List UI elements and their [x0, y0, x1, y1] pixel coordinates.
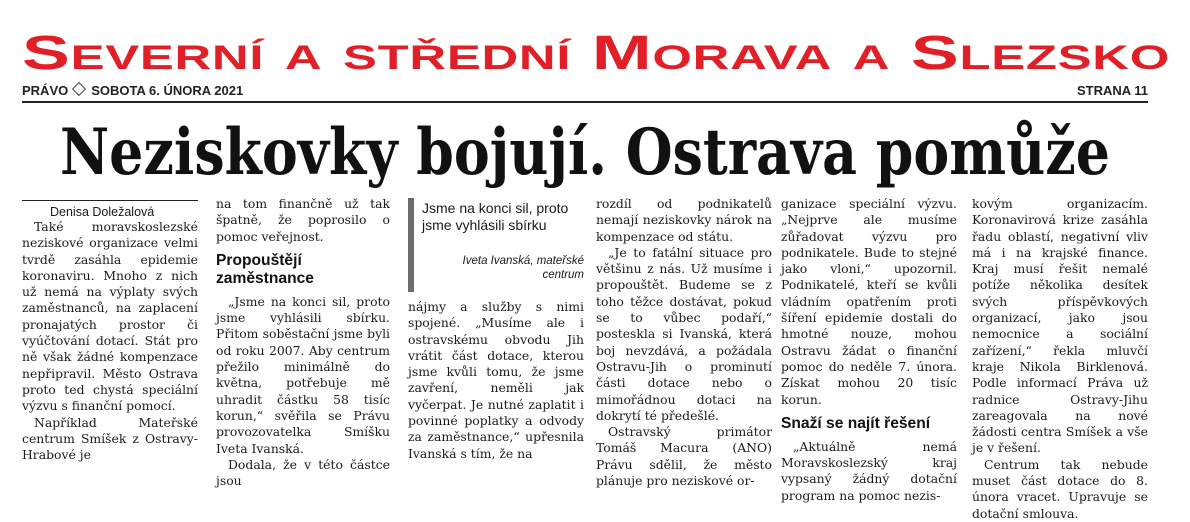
- subheading: Snaží se najít řešení: [781, 414, 931, 432]
- masthead-text: Severní a střední Morava a Slezsko: [22, 27, 1170, 80]
- paper-name: PRÁVO: [22, 83, 69, 98]
- paragraph: na tom finančně už tak špatně, že poprosilo o pomoc veřejnost.: [216, 196, 390, 244]
- column-6: [972, 196, 1148, 522]
- issue-date: SOBOTA 6. ÚNORA 2021: [91, 83, 244, 98]
- column-4: [596, 196, 772, 489]
- paragraph: „Je to fatální situace pro většinu z nás. Už musíme i propouštět. Budeme se z toho těžce dostávat, pokud se to vůbec podaří,“ posteskla si Ivanská, která boj nevzdává, a požádala Ostravu-Jih o prominutí části dotace nebo o mimořádnou dotaci na dokrytí té předešlé.: [596, 244, 772, 423]
- masthead-graphic: [22, 20, 1172, 80]
- column-5: [781, 196, 957, 504]
- paragraph: nájmy a služby s nimi spojené. „Musíme ale i ostravskému obvodu Jih vrátit část dotace, kterou jsme kvůli tomu, že jsme zavření, neměli jak vyčerpat. Je nutné zaplatit i povinné poplatky a odvody za zaměstnance,“ upřesnila Ivanská s tím, že na: [408, 299, 584, 461]
- article-headline: Neziskovky bojují. Ostrava pomůže: [60, 115, 1110, 190]
- quote-text: Jsme na konci sil, proto jsme vyhlásili sbírku: [422, 200, 569, 233]
- paragraph: „Jsme na konci sil, proto jsme vyhlásili sbírku. Přitom soběstační jsme byli od roku 2007. Aby centrum přežilo minimálně do května, potřebuje mě uhradit částku 58 tisíc korun,“ svěřila se Právu provozovatelka Smíšku Iveta Ivanská.: [216, 293, 390, 456]
- section-masthead: [22, 20, 1172, 80]
- paragraph: Například Mateřské centrum Smíšek z Ostravy-Hrabové je: [22, 414, 198, 463]
- quote-source: Iveta Ivanská, mateřské centrum: [462, 255, 584, 281]
- page-number: STRANA 11: [1076, 83, 1148, 98]
- paragraph: Ostravský primátor Tomáš Macura (ANO) Právu sdělil, že město plánuje pro neziskové or-: [596, 424, 772, 489]
- paragraph: Dodala, že v této částce jsou: [216, 456, 390, 489]
- paragraph: „Aktuálně nemá Moravskoslezský kraj vypsaný žádný dotační program na pomoc nezis-: [781, 438, 957, 503]
- pull-quote: [408, 198, 584, 294]
- column-3: [408, 299, 584, 462]
- quote-bar: [408, 198, 414, 292]
- paragraph: rozdíl od podnikatelů nemají neziskovky nárok na kompenzace od státu.: [596, 196, 772, 244]
- byline: Denisa Doležalová: [22, 200, 198, 220]
- paragraph: ganizace speciální výzvu. „Nejprve ale musíme zůřadovat výzvu pro podnikatele. Bude to stejné jako vloni,“ upozornil. Podnikatelé, kteří se kvůli vládním opatřením proti šíření epidemie dostali do hmotné nouze, mohou Ostravu žádat o finanční pomoc do neděle 7. února. Získat mohou 20 tisíc korun.: [781, 196, 957, 407]
- headline-graphic: [22, 108, 1148, 188]
- paragraph: kovým organizacím. Koronavirová krize zasáhla řadu oblastí, negativní vliv má i na krajské finance. Kraj musí řešit nemalé potíže několika desítek svých příspěvkových organizací, jako jsou nemocnice a sociální zařízení,“ řekla mluvčí kraje Nikola Birklenová. Podle informací Práva už radnice Ostravy-Jihu zareagovala na nové žádosti centra Smíšek a vše je v řešení.: [972, 196, 1148, 456]
- column-2: [216, 196, 390, 489]
- issue-info: [22, 82, 243, 100]
- subheading: Propouštějí zaměstnance: [216, 251, 314, 287]
- diamond-icon: [72, 82, 86, 96]
- header-rule: [22, 101, 1148, 103]
- paragraph: Také moravskoslezské neziskové organizace velmi tvrdě zasáhla epidemie koronaviru. Mnoho z nich už nemá na výplaty svých zaměstnanců, na zaplacení pronajatých prostor či vyúčtování dotací. Stát pro ně však žádné kompenzace nepřipravil. Město Ostrava proto ted chystá speciální výzvu s finanční pomocí.: [22, 219, 198, 414]
- paragraph: Centrum tak nebude muset část dotace do 8. února vracet. Upravuje se dotační smlouva.: [972, 456, 1148, 521]
- column-1: [22, 219, 198, 463]
